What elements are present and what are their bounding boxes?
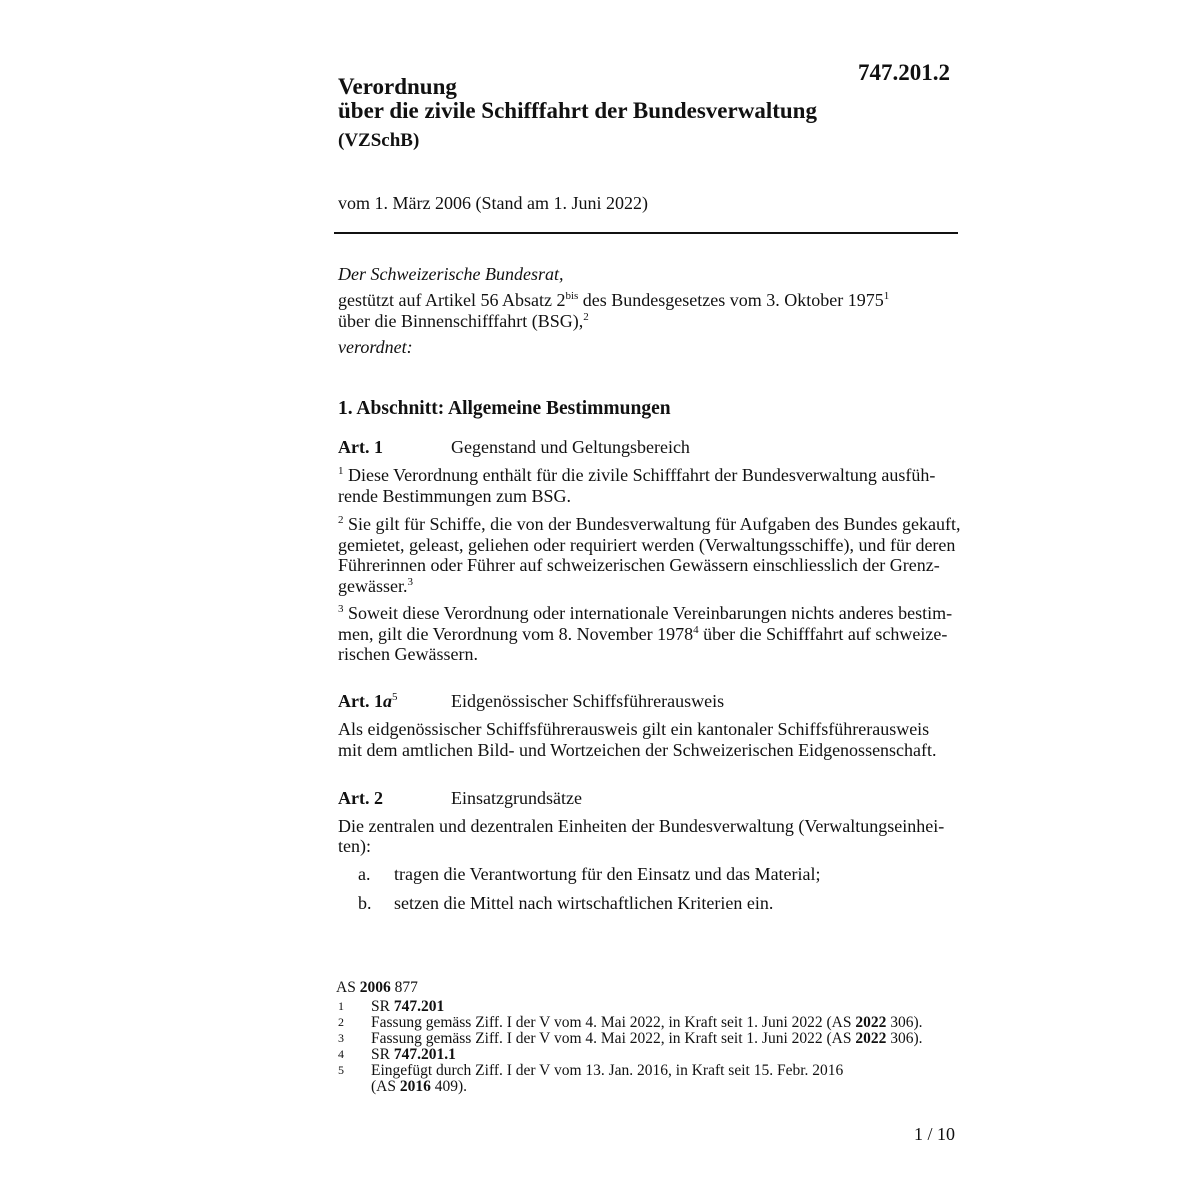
preamble-decree: verordnet:: [338, 337, 413, 357]
art-2-line-1: Die zentralen und dezentralen Einheiten der Bundesverwaltung (Verwaltungseinhei-: [338, 816, 945, 836]
title-line-2: über die zivile Schifffahrt der Bundesverwaltung: [338, 98, 817, 123]
title-line-1: Verordnung: [338, 74, 457, 99]
sup-bis: bis: [565, 290, 579, 302]
art-1-para-1-line-2: rende Bestimmungen zum BSG.: [338, 486, 571, 506]
art-2-line-2: ten):: [338, 836, 371, 856]
list-item: tragen die Verantwortung für den Einsatz und das Material;: [394, 864, 821, 884]
art-1-para-2-line-2: gemietet, geleast, geliehen oder requiriert werden (Verwaltungsschiffe), und für deren: [338, 535, 956, 555]
header-divider: [334, 232, 958, 234]
footnote-ref-4[interactable]: 4: [693, 624, 699, 636]
footnote-text: Eingefügt durch Ziff. I der V vom 13. Jan. 2016, in Kraft seit 15. Febr. 2016: [371, 1062, 844, 1079]
preamble-issuer: Der Schweizerische Bundesrat,: [338, 264, 564, 284]
footnote-number: 1: [338, 999, 344, 1013]
art-1a-number: Art. $1a^5$: [338, 691, 398, 711]
footnote-number: 5: [338, 1063, 344, 1077]
art-1-para-2-line-1: $^2$ Sie gilt für Schiffe, die von der Bundesverwaltung für Aufgaben des Bundes gekauft,: [338, 514, 961, 534]
art-1a-line-1: Als eidgenössischer Schiffsführerausweis gilt ein kantonaler Schiffsführerausweis: [338, 719, 930, 739]
as-reference: AS 2006 877: [336, 979, 418, 996]
footnote-text: Fassung gemäss Ziff. I der V vom 4. Mai 2022, in Kraft seit 1. Juni 2022 (AS 2022 306).: [371, 1014, 923, 1031]
art-1-number: Art. 1: [338, 437, 383, 457]
art-1a-line-2: mit dem amtlichen Bild- und Wortzeichen der Schweizerischen Eidgenossenschaft.: [338, 740, 937, 760]
footnote-ref-2[interactable]: 2: [583, 311, 589, 323]
art-1-para-3-line-1: $^3$ Soweit diese Verordnung oder internationale Vereinbarungen nichts anderes bestim-: [338, 603, 953, 623]
footnote-ref-3[interactable]: 3: [407, 576, 413, 588]
art-1-para-2-line-3: Führerinnen oder Führer auf schweizerischen Gewässern einschliesslich der Grenz-: [338, 555, 940, 575]
art-1-title: Gegenstand und Geltungsbereich: [451, 437, 690, 457]
sr-number: 747.201.2: [858, 60, 950, 85]
list-item-label: b.: [358, 893, 372, 913]
page-indicator: 1 / 10: [914, 1124, 956, 1144]
footnote-text: SR 747.201.1: [371, 1046, 456, 1063]
art-1-para-2-line-4: gewässer.$^3$: [338, 576, 413, 596]
footnote-text: SR 747.201: [371, 998, 445, 1015]
list-item: setzen die Mittel nach wirtschaftlichen Kriterien ein.: [394, 893, 774, 913]
art-2-title: Einsatzgrundsätze: [451, 788, 582, 808]
preamble-basis-line-1: gestützt auf Artikel 56 Absatz $2^{bis}$ des Bundesgesetzes vom 3. Oktober 1975$^1$: [338, 290, 890, 310]
title-abbreviation: (VZSchB): [338, 130, 420, 151]
footnote-number: 4: [338, 1047, 344, 1061]
footnote-ref-5[interactable]: 5: [391, 691, 398, 703]
date-line: vom 1. März 2006 (Stand am 1. Juni 2022): [338, 193, 648, 213]
art-2-number: Art. 2: [338, 788, 383, 808]
art-1-para-3-line-2: men, gilt die Verordnung vom 8. November 1978$^4$ über die Schifffahrt auf schweize-: [338, 624, 948, 644]
art-1-para-3-line-3: rischen Gewässern.: [338, 644, 478, 664]
footnote-ref-1[interactable]: 1: [883, 290, 890, 302]
section-heading: 1. Abschnitt: Allgemeine Bestimmungen: [338, 398, 671, 419]
list-item-label: a.: [358, 864, 371, 884]
preamble-basis-line-2: über die Binnenschifffahrt (BSG),$^2$: [338, 311, 589, 331]
footnote-text-continued: (AS 2016 409).: [371, 1078, 468, 1095]
art-1a-title: Eidgenössischer Schiffsführerausweis: [451, 691, 725, 711]
footnote-number: 3: [338, 1031, 344, 1045]
footnote-text: Fassung gemäss Ziff. I der V vom 4. Mai 2022, in Kraft seit 1. Juni 2022 (AS 2022 306).: [371, 1030, 923, 1047]
footnote-number: 2: [338, 1015, 344, 1029]
art-1-para-1-line-1: $^1$ Diese Verordnung enthält für die zivile Schifffahrt der Bundesverwaltung ausfüh-: [338, 465, 936, 485]
